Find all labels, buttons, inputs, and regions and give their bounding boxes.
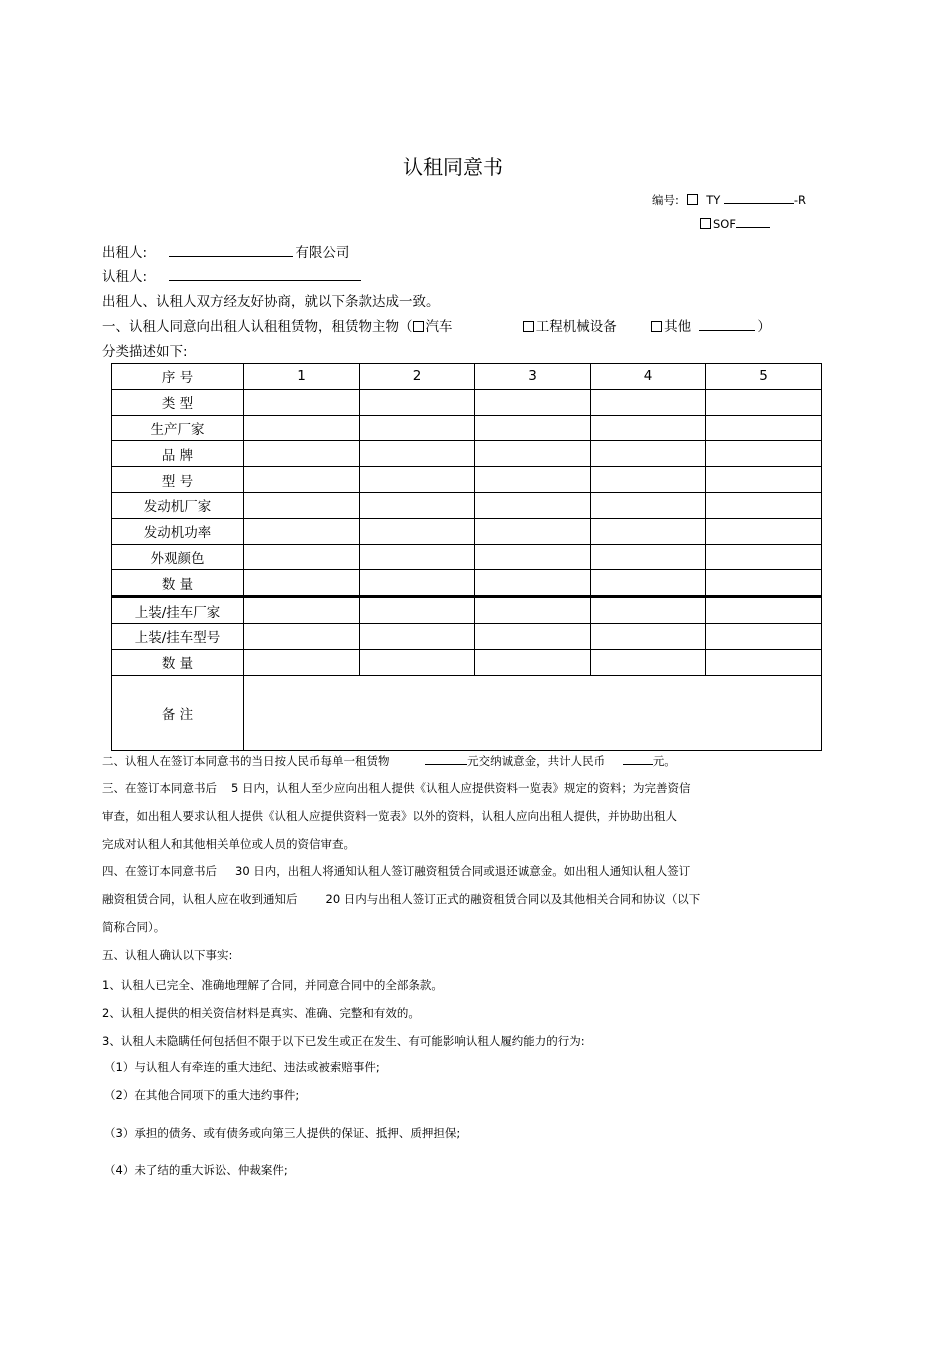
column-header: 1 (244, 364, 360, 390)
clause1-subtitle: 分类描述如下: (102, 344, 188, 360)
table-header-row (112, 364, 822, 390)
remark-label: 备 注 (112, 675, 244, 750)
table-cell[interactable] (475, 441, 591, 467)
lessor-line (102, 241, 349, 261)
table-cell[interactable] (360, 570, 475, 597)
row-label: 数 量 (112, 649, 244, 675)
table-row (112, 544, 822, 570)
checkbox-other[interactable] (651, 321, 662, 332)
clause4-text-a: 四、在签订本同意书后 (102, 864, 217, 878)
table-cell[interactable] (244, 597, 360, 624)
row-label: 品 牌 (112, 441, 244, 467)
table-cell[interactable] (706, 389, 822, 415)
intro-text: 出租人、认租人双方经友好协商，就以下条款达成一致。 (102, 294, 440, 310)
table-cell[interactable] (591, 415, 706, 441)
checkbox-car[interactable] (413, 321, 424, 332)
column-header: 5 (706, 364, 822, 390)
number-sof-blank[interactable] (736, 215, 770, 228)
row-label: 上装/挂车型号 (112, 623, 244, 649)
table-cell[interactable] (706, 492, 822, 518)
table-cell[interactable] (591, 441, 706, 467)
clause1-close: ） (757, 319, 771, 335)
table-cell[interactable] (475, 518, 591, 544)
clause3-text-b: 5 日内，认租人至少应向出租人提供《认租人应提供资料一览表》规定的资料；为完善资信 (231, 781, 691, 795)
number-ty-suffix: -R (793, 193, 807, 207)
table-cell[interactable] (706, 597, 822, 624)
number-line-1 (652, 191, 806, 208)
checkbox-sof[interactable] (700, 218, 711, 229)
column-header: 4 (591, 364, 706, 390)
row-label: 类 型 (112, 389, 244, 415)
clause3-line-2: 审查，如出租人要求认租人提供《认租人应提供资料一览表》以外的资料，认租人应向出租人提供，并协助出租人 (102, 809, 677, 823)
table-cell[interactable] (360, 389, 475, 415)
clause2-line (102, 752, 676, 769)
number-sof-prefix: SOF (713, 217, 736, 231)
clause2-text-a: 二、认租人在签订本同意书的当日按人民币每单一租赁物 (102, 754, 390, 768)
row-label: 发动机功率 (112, 518, 244, 544)
column-header: 2 (360, 364, 475, 390)
table-cell[interactable] (706, 570, 822, 597)
clause1-line (102, 315, 822, 335)
table-row (112, 570, 822, 597)
asset-table (111, 363, 822, 751)
clause4-text-d: 20 日内与出租人签订正式的融资租赁合同以及其他相关合同和协议（以下 (325, 892, 701, 906)
table-cell[interactable] (475, 649, 591, 675)
lessee-line (102, 265, 361, 285)
table-cell[interactable] (360, 441, 475, 467)
table-cell[interactable] (475, 492, 591, 518)
option-car-label: 汽车 (425, 319, 453, 335)
clause1-text: 一、认租人同意向出租人认租租赁物，租赁物主物（ (102, 319, 413, 335)
table-cell[interactable] (591, 389, 706, 415)
table-cell[interactable] (360, 518, 475, 544)
table-row (112, 623, 822, 649)
deposit-total-input[interactable] (623, 752, 653, 765)
table-cell[interactable] (706, 518, 822, 544)
table-cell[interactable] (591, 467, 706, 493)
number-label: 编号: (652, 193, 679, 207)
row-label: 外观颜色 (112, 544, 244, 570)
deposit-per-unit-input[interactable] (425, 752, 467, 765)
row-label: 上装/挂车厂家 (112, 597, 244, 624)
table-row (112, 492, 822, 518)
table-cell[interactable] (475, 467, 591, 493)
table-cell[interactable] (706, 623, 822, 649)
table-row (112, 649, 822, 675)
table-cell[interactable] (475, 415, 591, 441)
table-cell[interactable] (244, 649, 360, 675)
clause3-text-a: 三、在签订本同意书后 (102, 781, 217, 795)
table-row (112, 415, 822, 441)
clause4-text-c: 融资租赁合同，认租人应在收到通知后 (102, 892, 298, 906)
table-cell[interactable] (475, 623, 591, 649)
option-other-label: 其他 (664, 319, 692, 335)
table-cell[interactable] (591, 518, 706, 544)
table-row (112, 518, 822, 544)
table-cell[interactable] (244, 544, 360, 570)
table-cell[interactable] (591, 544, 706, 570)
clause5-item: 1、认租人已完全、准确地理解了合同，并同意合同中的全部条款。 (102, 978, 443, 992)
clause4-line-1 (102, 863, 690, 879)
clause2-text-c: 元。 (652, 754, 676, 768)
lessor-suffix: 有限公司 (295, 245, 350, 261)
remark-cell[interactable] (244, 675, 822, 750)
column-header: 3 (475, 364, 591, 390)
table-cell[interactable] (244, 570, 360, 597)
table-row (112, 597, 822, 624)
table-cell[interactable] (475, 544, 591, 570)
row-label: 型 号 (112, 467, 244, 493)
table-cell[interactable] (244, 492, 360, 518)
clause5-sub-item: （1）与认租人有牵连的重大违纪、违法或被索赔事件; (104, 1060, 380, 1074)
clause5-title: 五、认租人确认以下事实: (102, 948, 233, 962)
table-cell[interactable] (244, 467, 360, 493)
table-row (112, 389, 822, 415)
header-label: 序 号 (112, 364, 244, 390)
table-cell[interactable] (360, 492, 475, 518)
table-cell[interactable] (591, 597, 706, 624)
table-cell[interactable] (706, 467, 822, 493)
table-row (112, 467, 822, 493)
clause4-text-b: 30 日内，出租人将通知认租人签订融资租赁合同或退还诚意金。如出租人通知认租人签订 (235, 864, 691, 878)
lessee-label: 认租人: (102, 269, 148, 285)
lessee-input[interactable] (169, 268, 361, 281)
table-cell[interactable] (360, 467, 475, 493)
page-title: 认租同意书 (403, 155, 503, 179)
clause4-line-2 (102, 891, 700, 907)
table-cell[interactable] (475, 389, 591, 415)
table-cell[interactable] (591, 623, 706, 649)
clause2-text-b: 元交纳诚意金，共计人民币 (467, 754, 606, 768)
table-cell[interactable] (591, 649, 706, 675)
table-cell[interactable] (706, 649, 822, 675)
table-cell[interactable] (244, 623, 360, 649)
table-cell[interactable] (360, 544, 475, 570)
clause5-item: 3、认租人未隐瞒任何包括但不限于以下已发生或正在发生、有可能影响认租人履约能力的行为: (102, 1034, 585, 1048)
clause5-sub-item: （3）承担的债务、或有债务或向第三人提供的保证、抵押、质押担保; (104, 1126, 461, 1140)
table-cell[interactable] (475, 597, 591, 624)
table-cell[interactable] (706, 415, 822, 441)
row-label: 发动机厂家 (112, 492, 244, 518)
clause5-sub-item: （4）未了结的重大诉讼、仲裁案件; (104, 1163, 288, 1177)
option-machine-label: 工程机械设备 (535, 319, 617, 335)
table-row (112, 441, 822, 467)
table-cell[interactable] (475, 570, 591, 597)
checkbox-machine[interactable] (523, 321, 534, 332)
clause5-item: 2、认租人提供的相关资信材料是真实、准确、完整和有效的。 (102, 1006, 420, 1020)
table-cell[interactable] (591, 492, 706, 518)
clause3-line-1 (102, 780, 690, 796)
table-cell[interactable] (706, 441, 822, 467)
checkbox-ty[interactable] (687, 194, 698, 205)
table-cell[interactable] (360, 649, 475, 675)
table-cell[interactable] (244, 415, 360, 441)
number-ty-blank[interactable] (724, 191, 794, 204)
clause5-sub-item: （2）在其他合同项下的重大违约事件; (104, 1088, 300, 1102)
remark-row (112, 675, 822, 750)
table-cell[interactable] (591, 570, 706, 597)
table-cell[interactable] (244, 389, 360, 415)
row-label: 数 量 (112, 570, 244, 597)
table-cell[interactable] (360, 415, 475, 441)
clause3-line-3: 完成对认租人和其他相关单位或人员的资信审查。 (102, 837, 355, 851)
lessor-input[interactable] (169, 244, 293, 257)
row-label: 生产厂家 (112, 415, 244, 441)
table-cell[interactable] (360, 597, 475, 624)
number-line-2 (700, 215, 770, 231)
table-cell[interactable] (244, 441, 360, 467)
lessor-label: 出租人: (102, 245, 148, 261)
table-cell[interactable] (244, 518, 360, 544)
clause4-line-3: 简称合同）。 (102, 920, 166, 934)
number-ty-prefix: TY (706, 193, 721, 207)
table-cell[interactable] (360, 623, 475, 649)
other-input[interactable] (699, 318, 755, 331)
table-cell[interactable] (706, 544, 822, 570)
